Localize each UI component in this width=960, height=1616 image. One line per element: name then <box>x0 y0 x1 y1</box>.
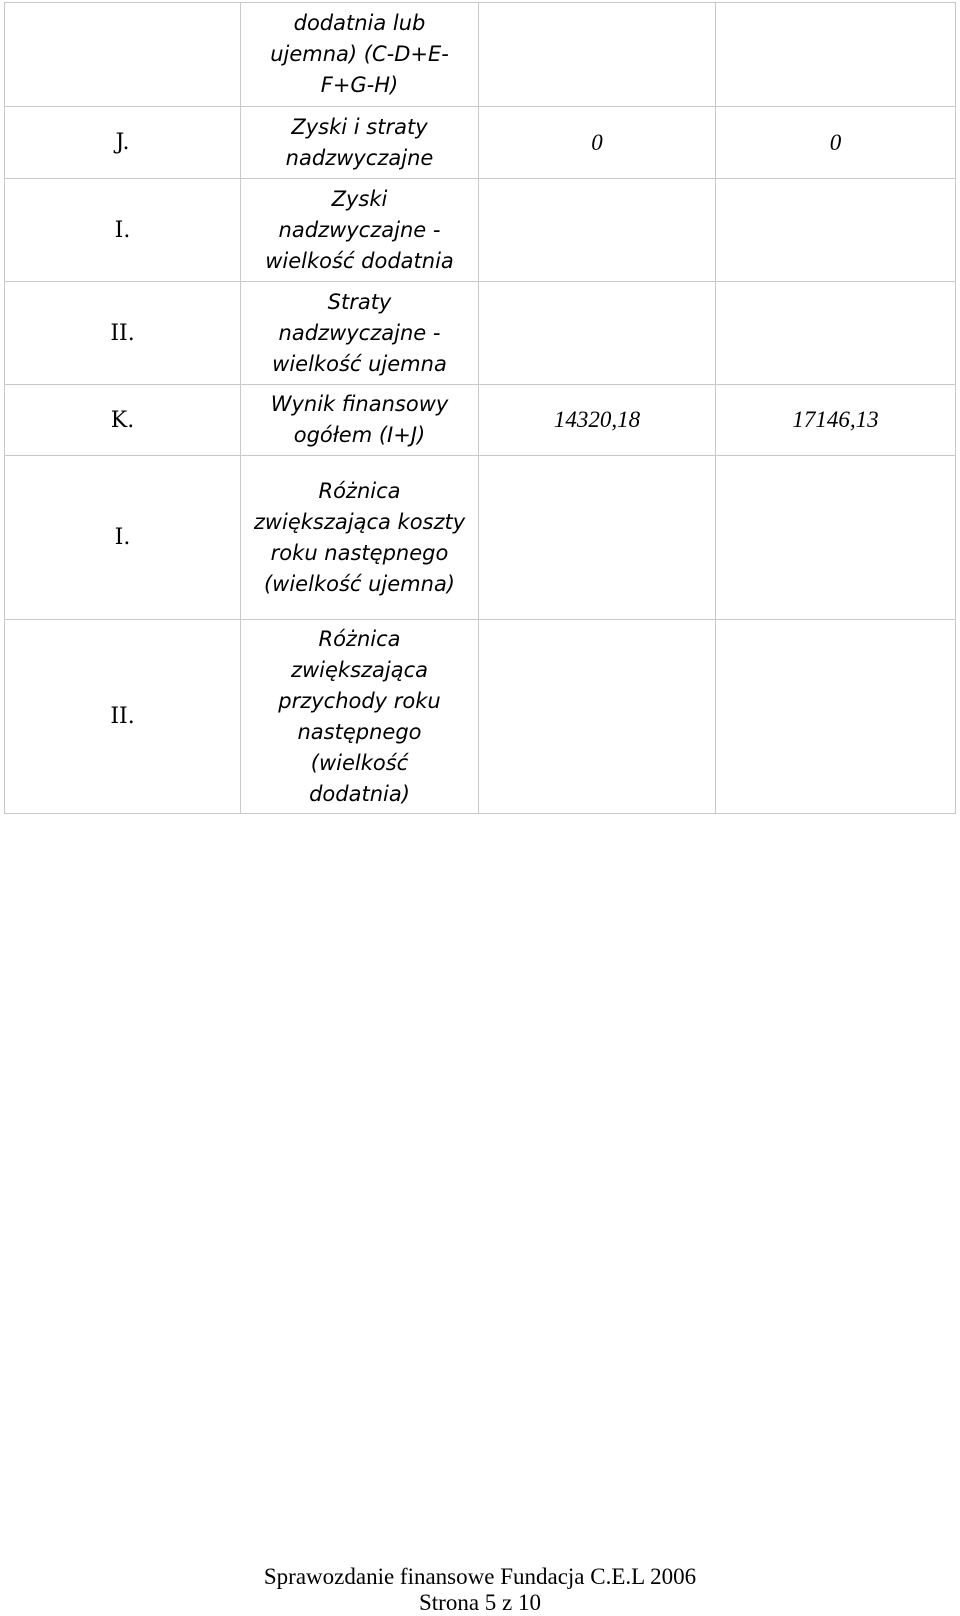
value-current-year <box>479 179 716 282</box>
value-previous-year <box>716 179 956 282</box>
table-row <box>5 385 956 456</box>
row-number: K. <box>5 385 241 456</box>
value-previous-year <box>716 282 956 385</box>
value-previous-year: 17146,13 <box>716 385 956 456</box>
table-row <box>5 107 956 179</box>
value-current-year <box>479 620 716 814</box>
value-current-year: 0 <box>479 107 716 179</box>
value-previous-year <box>716 456 956 620</box>
value-current-year <box>479 456 716 620</box>
row-description: dodatnia lub ujemna) (C-D+E-F+G-H) <box>241 3 479 107</box>
table-row <box>5 282 956 385</box>
value-current-year <box>479 282 716 385</box>
row-number: II. <box>5 620 241 814</box>
row-description: Różnica zwiększająca koszty roku następnego (wielkość ujemna) <box>241 456 479 620</box>
financial-table <box>4 2 956 814</box>
row-description: Zyski i straty nadzwyczajne <box>241 107 479 179</box>
value-previous-year: 0 <box>716 107 956 179</box>
table-row <box>5 3 956 107</box>
table-row <box>5 456 956 620</box>
table-row <box>5 179 956 282</box>
row-description: Zyski nadzwyczajne - wielkość dodatnia <box>241 179 479 282</box>
page-number: Strona 5 z 10 <box>418 1590 541 1615</box>
row-number: J. <box>5 107 241 179</box>
row-number <box>5 3 241 107</box>
row-description: Różnica zwiększająca przychody roku następnego (wielkość dodatnia) <box>241 620 479 814</box>
value-current-year: 14320,18 <box>479 385 716 456</box>
row-number: II. <box>5 282 241 385</box>
row-number: I. <box>5 179 241 282</box>
table-row <box>5 620 956 814</box>
value-previous-year <box>716 3 956 107</box>
row-description: Wynik finansowy ogółem (I+J) <box>241 385 479 456</box>
row-number: I. <box>5 456 241 620</box>
row-description: Straty nadzwyczajne - wielkość ujemna <box>241 282 479 385</box>
value-previous-year <box>716 620 956 814</box>
value-current-year <box>479 3 716 107</box>
footer-title: Sprawozdanie finansowe Fundacja C.E.L 2006 <box>263 1564 697 1589</box>
